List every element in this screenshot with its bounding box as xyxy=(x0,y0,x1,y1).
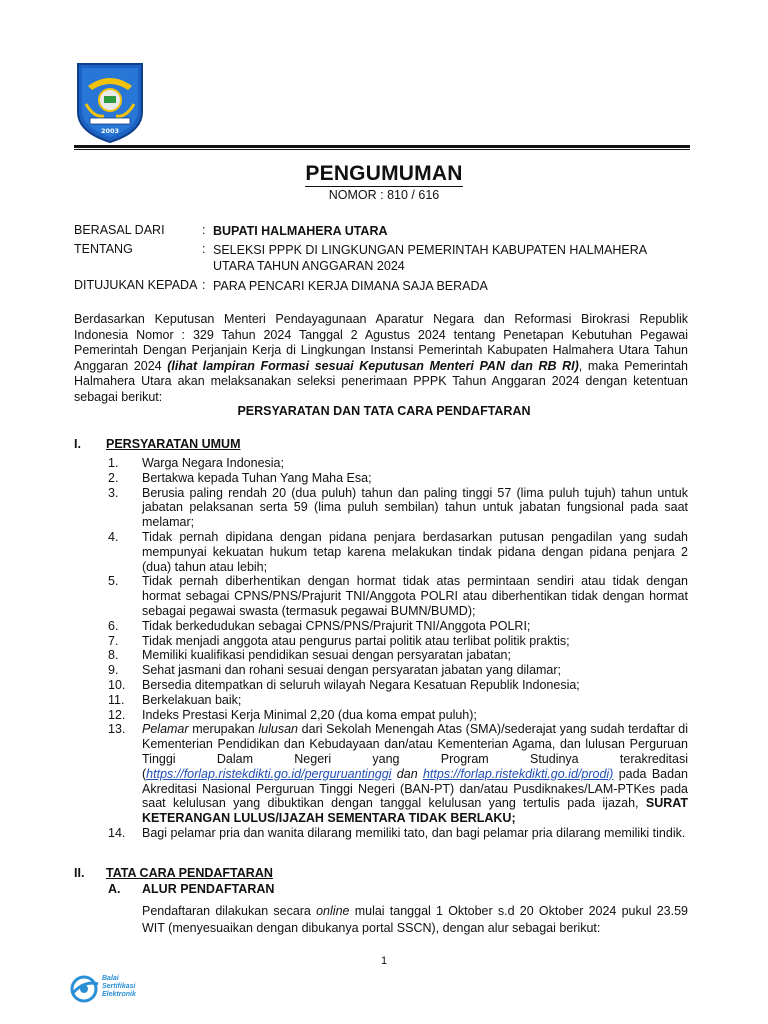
list-item: 4. Tidak pernah dipidana dengan pidana penjara berdasarkan putusan pengadilan yang sudah mempunyai kekuatan hukum tetap karena melakukan tindak pidana dengan pidana penjara 2 (dua) tahun atau lebih; xyxy=(108,529,688,574)
list-item: 1. Warga Negara Indonesia; xyxy=(108,456,284,470)
list-item: 3. Berusia paling rendah 20 (dua puluh) tahun dan paling tinggi 57 (lima puluh tujuh) tahun untuk jabatan pelaksanan serta 59 (lima puluh sembilan) tahun untuk jabatan fungsional pada saat melamar; xyxy=(108,485,688,530)
header-colon: : xyxy=(202,223,206,237)
header-value: BUPATI HALMAHERA UTARA xyxy=(213,224,388,238)
document-title: PENGUMUMAN xyxy=(305,162,463,185)
header-row-from xyxy=(74,223,694,239)
header-rule-thick xyxy=(74,145,690,148)
header-key: BERASAL DARI xyxy=(74,223,165,237)
header-rule-thin xyxy=(74,149,690,150)
list-item: 12. Indeks Prestasi Kerja Minimal 2,20 (dua koma empat puluh); xyxy=(108,707,477,722)
list-item: 6. Tidak berkedudukan sebagai CPNS/PNS/Prajurit TNI/Anggota POLRI; xyxy=(108,618,531,633)
header-key: TENTANG xyxy=(74,242,133,256)
header-row-subject xyxy=(74,242,694,276)
list-item-14: 14. Bagi pelamar pria dan wanita dilarang memiliki tato, dan bagi pelamar pria dilarang memiliki tindik. xyxy=(108,825,686,840)
halmahera-utara-logo xyxy=(74,60,146,144)
list-item: 11. Berkelakuan baik; xyxy=(108,692,242,707)
bsre-emblem-icon xyxy=(68,974,102,1004)
registration-flow-paragraph: Pendaftaran dilakukan secara online mulai tanggal 1 Oktober s.d 20 Oktober 2024 pukul 23.59 WIT (menyesuaikan dengan dibukanya portal SSCN), dengan alur sebagai berikut: xyxy=(142,904,688,935)
bsre-line-3: Elektronik xyxy=(102,991,136,998)
document-number: NOMOR : 810 / 616 xyxy=(328,188,440,202)
forlap-prodi-link[interactable]: https://forlap.ristekdikti.go.id/prodi) xyxy=(422,766,614,781)
list-item: 7. Tidak menjadi anggota atau pengurus partai politik atau terlibat politik praktis; xyxy=(108,633,570,648)
requirements-list xyxy=(108,456,688,841)
intro-paragraph: Berdasarkan Keputusan Menteri Pendayagunaan Aparatur Negara dan Reformasi Birokrasi Republik Indonesia Nomor : 329 Tahun 2024 Tanggal 2 Agustus 2024 tentang Penetapan Kebutuhan Pegawai Pemerintah Dengan Perjanjain Kerja di Lingkungan Instansi Pemerintah Kabupaten Halmahera Utara Tahun Anggaran 2024 (lihat lampiran Formasi sesuai Keputusan Menteri PAN dan RB RI), maka Pemerintah Halmahera Utara akan melaksanakan seleksi penerimaan PPPK Tahun Anggaran 2024 dengan ketentuan sebagai berikut: xyxy=(74,312,688,404)
list-item: 5. Tidak pernah diberhentikan dengan hormat tidak atas permintaan sendiri atau tidak dengan hormat sebagai CPNS/PNS/Prajurit TNI/Anggota POLRI atau diberhentikan tidak dengan hormat sebagai pegawai swasta (termasuk pegawai BUMN/BUMD); xyxy=(108,574,688,618)
list-item: 8. Memiliki kualifikasi pendidikan sesuai dengan persyaratan jabatan; xyxy=(108,648,511,663)
list-item: 2. Bertakwa kepada Tuhan Yang Maha Esa; xyxy=(108,470,372,485)
header-value: PARA PENCARI KERJA DIMANA SAJA BERADA xyxy=(213,279,488,293)
header-row-recipient xyxy=(74,278,694,294)
bsre-line-1: Balai xyxy=(102,975,119,982)
page-number: 1 xyxy=(380,955,388,967)
header-colon: : xyxy=(202,242,206,256)
list-item: 10. Bersedia ditempatkan di seluruh wilayah Negara Kesatuan Republik Indonesia; xyxy=(108,677,580,692)
bsre-line-2: Sertifikasi xyxy=(102,983,136,990)
bsre-logo xyxy=(68,974,158,1004)
header-value: SELEKSI PPPK DI LINGKUNGAN PEMERINTAH KABUPATEN HALMAHERA UTARA TAHUN ANGGARAN 2024 xyxy=(213,243,647,273)
list-item: 9. Sehat jasmani dan rohani sesuai dengan persyaratan jabatan yang dilamar; xyxy=(108,663,562,678)
header-colon: : xyxy=(202,278,206,292)
section-subtitle: PERSYARATAN DAN TATA CARA PENDAFTARAN xyxy=(237,404,531,418)
logo-year: 2003 xyxy=(100,127,120,135)
forlap-pt-link[interactable]: https://forlap.ristekdikti.go.id/perguruantinggi xyxy=(146,766,392,781)
list-item-13: 13. Pelamar merupakan lulusan dari Sekolah Menengah Atas (SMA)/sederajat yang sudah terdaftar di Kementerian Pendidikan dan Kebudayaan dan/atau Kementerian Agama, dan lulusan Perguruan Tinggi Dalam Negeri yang Program Studinya terakreditasi (https://forlap.ristekdikti.go.id/perguruantinggi dan https://forlap.ristekdikti.go.id/prodi) pada Badan Akreditasi Nasional Perguruan Tinggi Negeri (BAN-PT) dan/atau Pusdiknakes/LAM-PTKes pada saat kelulusan yang dibuktikan dengan tanggal kelulusan yang tertulis pada ijazah, SURAT KETERANGAN LULUS/IJAZAH SEMENTARA TIDAK BERLAKU; xyxy=(108,722,689,826)
header-key: DITUJUKAN KEPADA xyxy=(74,278,198,292)
